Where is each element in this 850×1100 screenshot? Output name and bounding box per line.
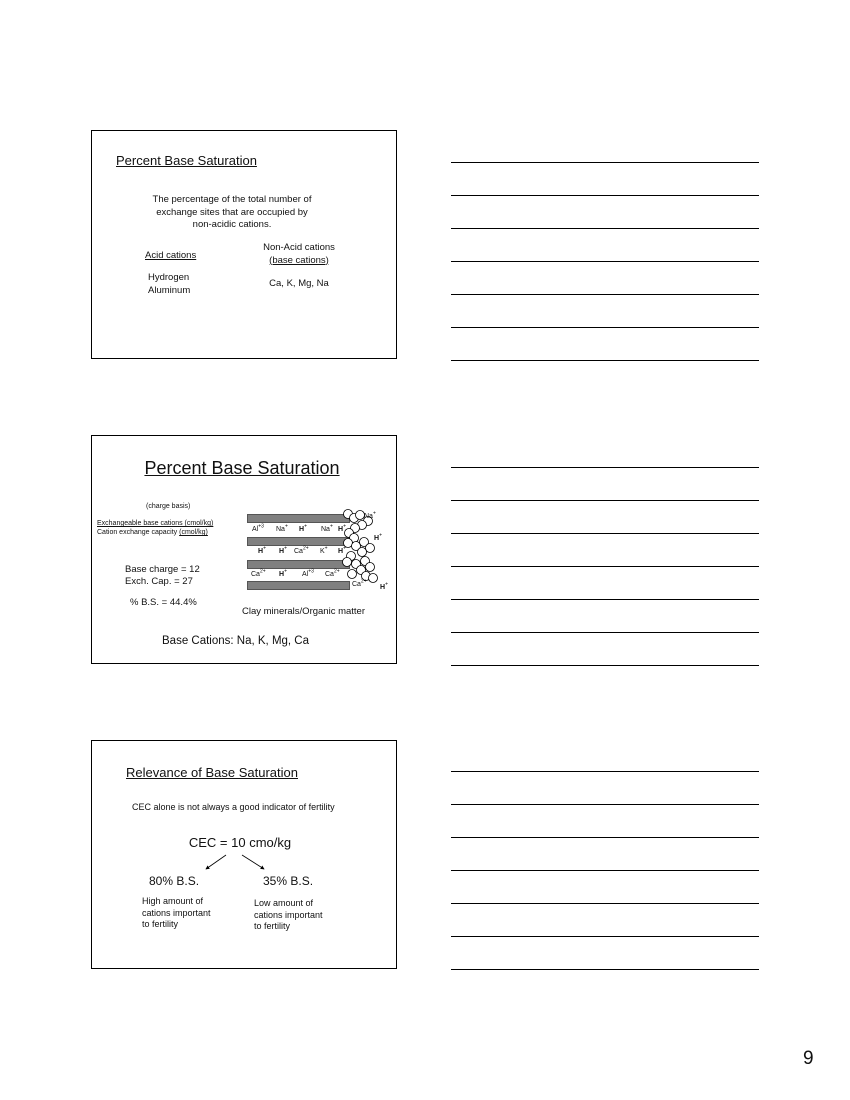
acid-cation-item: Hydrogen <box>148 272 190 283</box>
note-line <box>451 360 759 361</box>
right-description <box>254 898 323 933</box>
note-line <box>451 467 759 468</box>
calculation <box>125 564 200 588</box>
right-description-line: cations important <box>254 909 323 920</box>
ion-label: $Ca^{2+}$ <box>251 568 266 578</box>
note-line <box>451 804 759 805</box>
note-line <box>451 162 759 163</box>
ion-label: $Ca^{2+}$ <box>352 578 367 588</box>
ion-label: K+ <box>320 545 328 555</box>
nonacid-header-line: Non-Acid cations <box>263 242 335 253</box>
note-line <box>451 903 759 904</box>
note-line <box>451 771 759 772</box>
slide-3 <box>91 740 397 969</box>
formula-numerator: Exchangeable base cations (cmol/kg) <box>97 520 214 527</box>
note-line <box>451 533 759 534</box>
clay-layer-bar <box>247 581 350 590</box>
note-line <box>451 294 759 295</box>
ion-label: Na+ <box>276 523 288 533</box>
note-line <box>451 228 759 229</box>
charge-basis-label: (charge basis) <box>146 503 191 510</box>
definition-text <box>92 194 372 232</box>
slide-1-title: Percent Base Saturation <box>116 153 257 168</box>
left-description-line: to fertility <box>142 919 179 929</box>
ion-label: H+ <box>380 581 388 591</box>
ion-label: $Ca^{2+}$ <box>294 545 309 555</box>
note-line <box>451 665 759 666</box>
clay-layer-bar <box>247 514 350 523</box>
ion-label: $Al^{+3}$ <box>252 523 264 533</box>
base-charge-value: Base charge = 12 <box>125 564 200 575</box>
note-line <box>451 195 759 196</box>
slide-1 <box>91 130 397 359</box>
branch-arrows <box>92 741 398 970</box>
left-percent-bs: 80% B.S. <box>149 874 200 888</box>
ion-label: $Al^{+3}$ <box>302 568 314 578</box>
ion-label: H+ <box>338 523 346 533</box>
note-line <box>451 500 759 501</box>
left-description-line: High amount of <box>142 896 204 906</box>
ion-label: H+ <box>279 568 287 578</box>
ion-label: H+ <box>338 545 346 555</box>
nonacid-header-line: (base cations) <box>269 254 329 266</box>
note-line <box>451 870 759 871</box>
formula <box>97 519 213 537</box>
slide-3-subtitle: CEC alone is not always a good indicator of fertility <box>132 802 335 812</box>
nonacid-cations-header <box>247 242 351 267</box>
ion-label: H+ <box>374 532 382 542</box>
acid-cation-item: Aluminum <box>148 284 191 296</box>
page-number: 9 <box>803 1048 814 1069</box>
nonacid-cations-list: Ca, K, Mg, Na <box>269 278 329 289</box>
ion-label: H+ <box>258 545 266 555</box>
diagram-caption: Clay minerals/Organic matter <box>242 606 366 617</box>
note-line <box>451 327 759 328</box>
base-cations-label: Base Cations: Na, K, Mg, Ca <box>162 635 310 647</box>
slide-2 <box>91 435 397 664</box>
ion-label: H+ <box>279 545 287 555</box>
ion-label: Na+ <box>321 523 333 533</box>
note-line <box>451 936 759 937</box>
right-percent-bs: 35% B.S. <box>263 874 314 888</box>
note-line <box>451 969 759 970</box>
exch-cap-value: Exch. Cap. = 27 <box>125 576 193 587</box>
note-line <box>451 632 759 633</box>
ion-label: Na+ <box>364 510 376 520</box>
right-description-line: Low amount of <box>254 898 314 908</box>
formula-denominator: Cation exchange capacity (cmol/kg) <box>97 529 208 536</box>
slide-2-title: Percent Base Saturation <box>144 458 340 478</box>
cec-value: CEC = 10 cmo/kg <box>188 835 292 850</box>
slide-3-title: Relevance of Base Saturation <box>126 765 298 780</box>
percent-bs-value: % B.S. = 44.4% <box>130 597 197 608</box>
note-line <box>451 837 759 838</box>
clay-layer-bar <box>247 537 350 546</box>
left-description <box>142 896 211 931</box>
definition-line: non-acidic cations. <box>192 219 272 230</box>
definition-line: The percentage of the total number of <box>152 194 312 205</box>
acid-cations-header: Acid cations <box>145 250 197 261</box>
ion-label: H+ <box>299 523 307 533</box>
clay-layer-bar <box>247 560 350 569</box>
acid-cations-list <box>148 272 190 297</box>
note-line <box>451 261 759 262</box>
definition-line: exchange sites that are occupied by <box>156 206 308 218</box>
right-description-line: to fertility <box>254 921 291 931</box>
ion-label: $Ca^{2+}$ <box>325 568 340 578</box>
left-description-line: cations important <box>142 907 211 918</box>
note-line <box>451 566 759 567</box>
note-line <box>451 599 759 600</box>
